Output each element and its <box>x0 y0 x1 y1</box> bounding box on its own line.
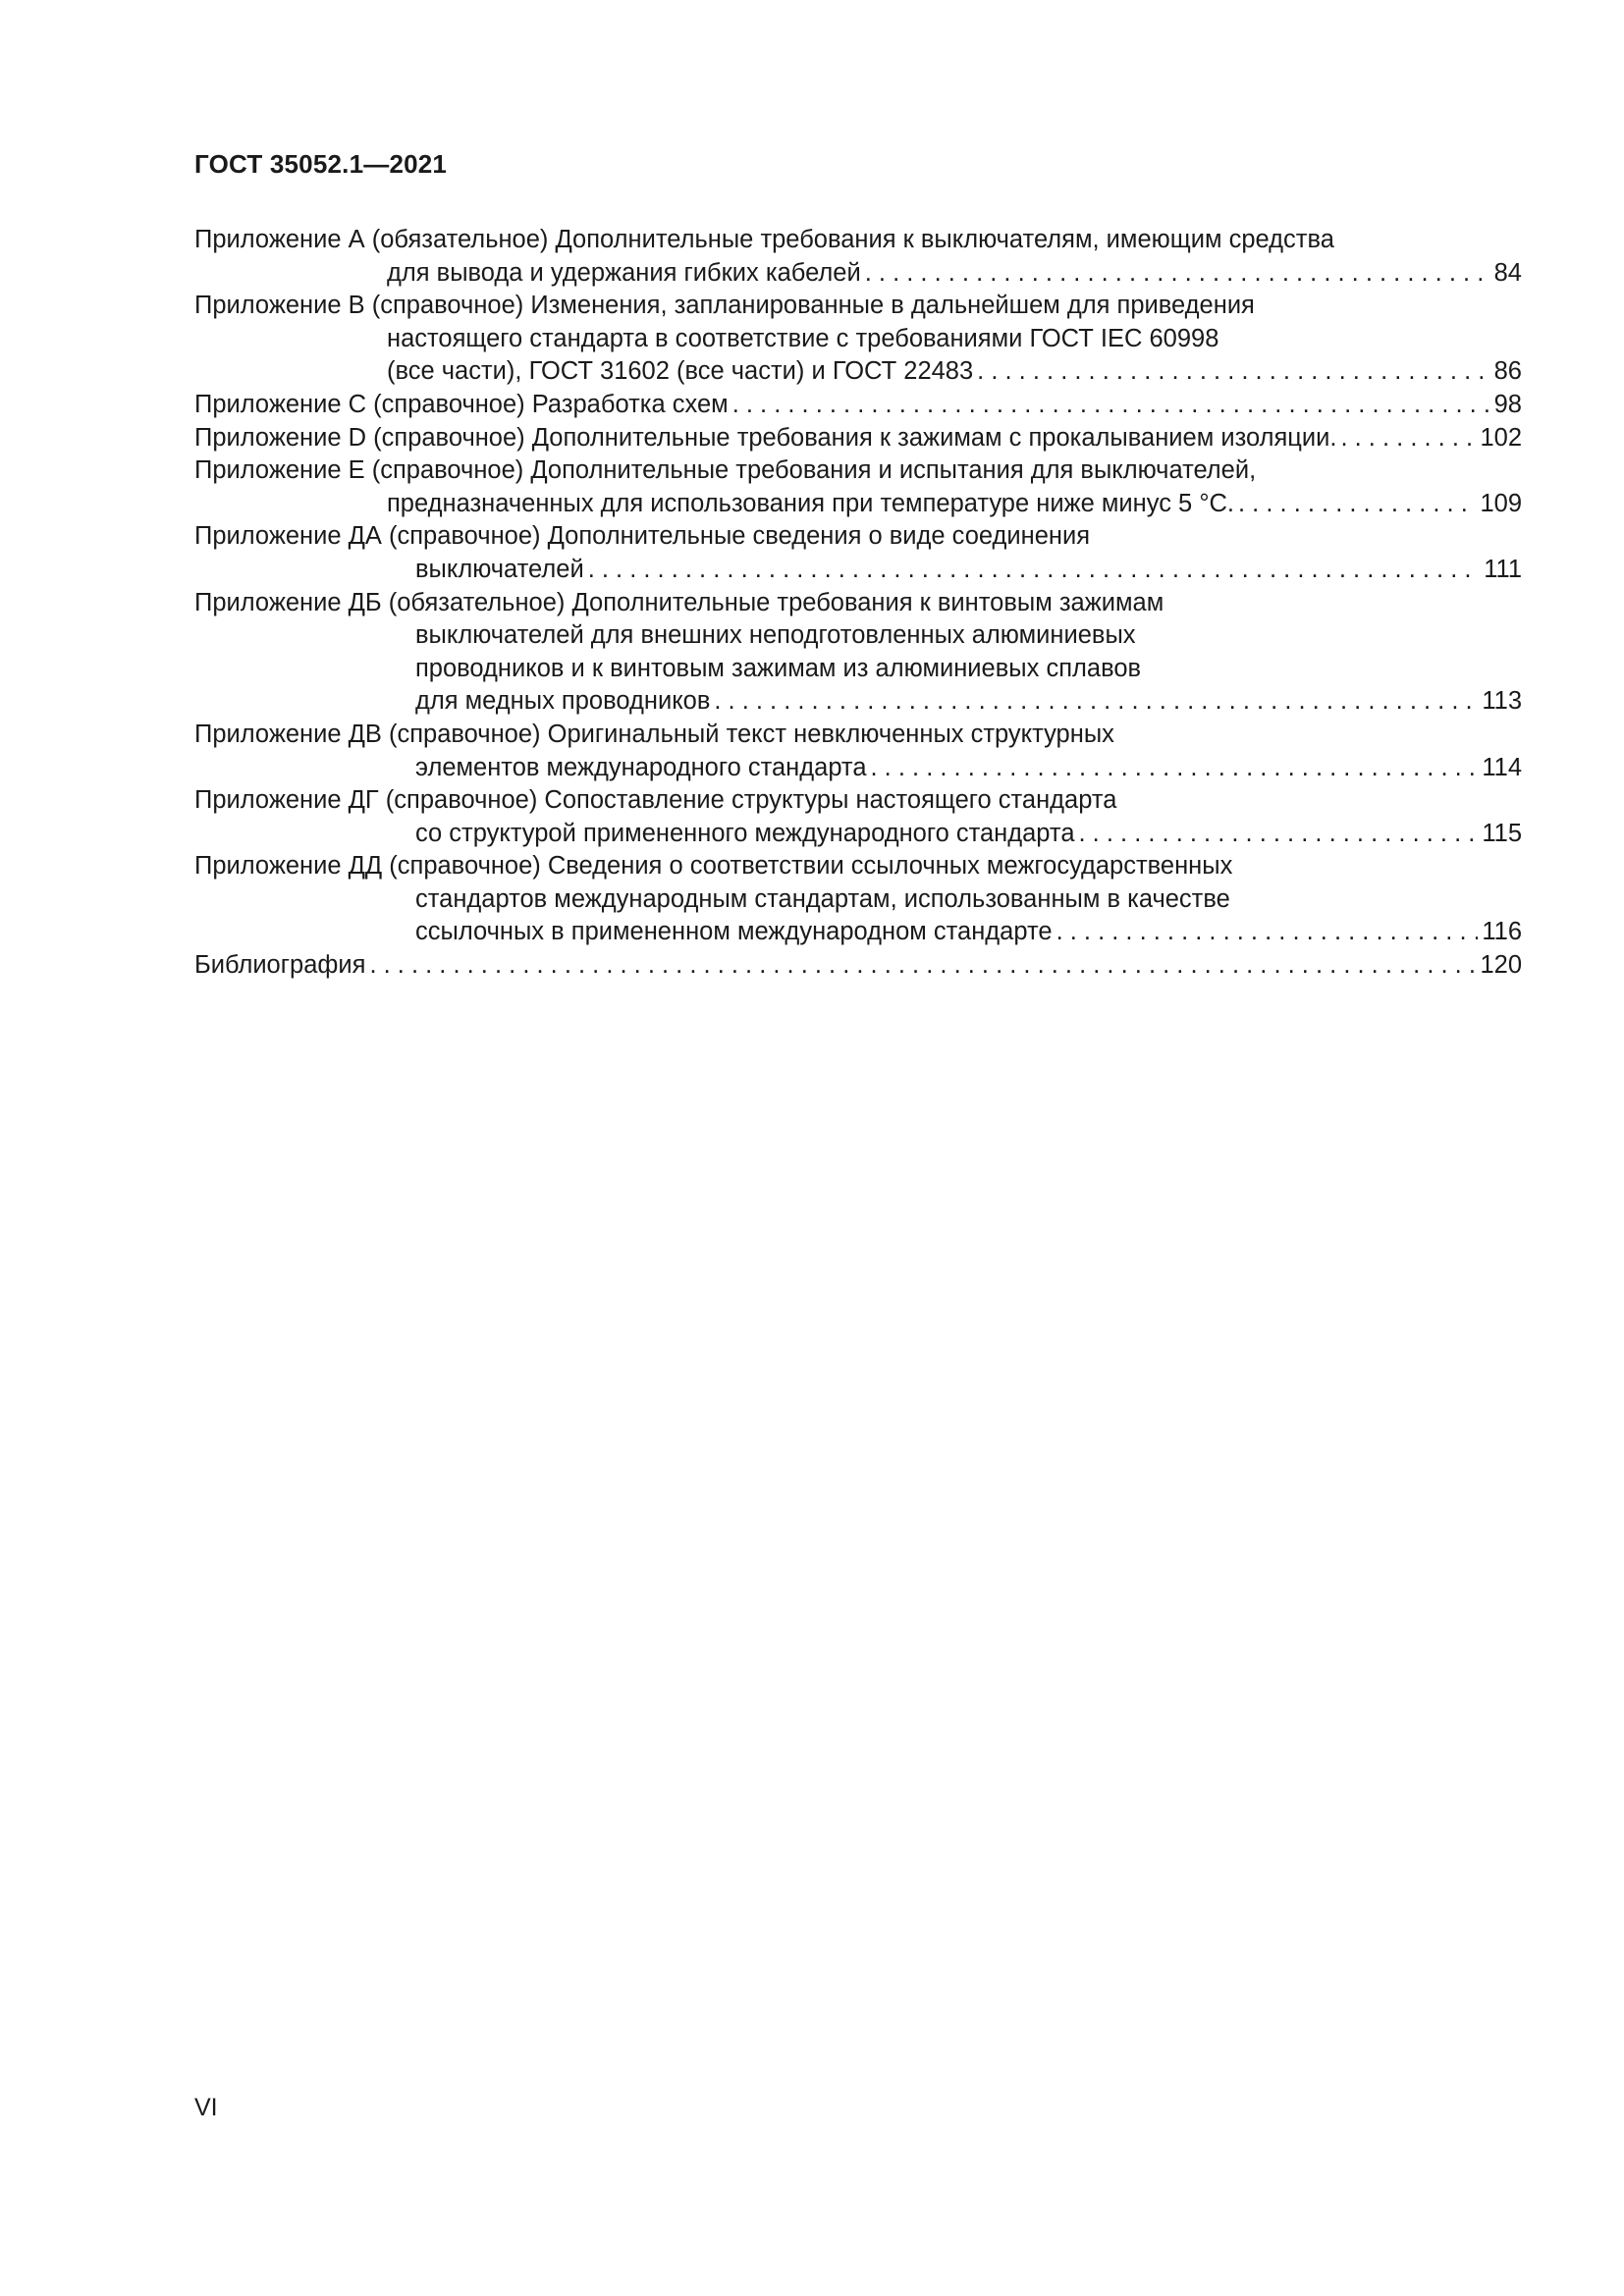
dot-leader <box>732 389 1490 422</box>
toc-entry-leader-line <box>194 389 1522 422</box>
toc-entry[interactable] <box>194 784 1522 850</box>
toc-entry-leader-line <box>194 752 1522 785</box>
toc-entry-continuation-line: стандартов международным стандартам, использованным в качестве <box>415 884 1230 913</box>
toc-entry-text: Приложение С (справочное) Разработка схем <box>194 390 729 418</box>
toc-entry-leader-line <box>194 554 1522 587</box>
toc-entry-text: для вывода и удержания гибких кабелей <box>387 258 861 287</box>
dot-leader <box>1340 422 1476 455</box>
toc-page-number: 98 <box>1493 390 1522 418</box>
toc-entry-leader-line <box>194 422 1522 455</box>
toc-entry[interactable] <box>194 224 1522 290</box>
toc-entry-text: для медных проводников <box>415 687 711 716</box>
toc-entry-leader-line <box>194 488 1522 521</box>
toc-entry-title-line: Приложение ДА (справочное) Дополнительные сведения о виде соединения <box>194 522 1091 551</box>
toc-entry[interactable] <box>194 719 1522 784</box>
toc-entry-title-line: Приложение Е (справочное) Дополнительные требования и испытания для выключателей, <box>194 456 1257 485</box>
toc-entry-text: предназначенных для использования при температуре ниже минус 5 °С. <box>387 489 1235 517</box>
toc-entry-text: Библиография <box>194 951 366 980</box>
toc-page-number: 116 <box>1482 918 1522 946</box>
toc-entry-leader-line <box>194 685 1522 719</box>
dot-leader <box>1079 818 1479 851</box>
toc-entry-title-line: Приложение ДД (справочное) Сведения о соответствии ссылочных межгосударственных <box>194 852 1233 881</box>
dot-leader <box>1238 488 1476 521</box>
toc-entry-leader-line <box>194 818 1522 851</box>
toc-entry-text: Приложение D (справочное) Дополнительные требования к зажимам с прокалыванием изоляции. <box>194 423 1337 452</box>
toc-entry-text: ссылочных в примененном международном стандарте <box>415 918 1053 946</box>
toc-page-number: 113 <box>1482 687 1522 716</box>
dot-leader <box>1056 916 1479 949</box>
toc-entry-leader-line <box>194 916 1522 949</box>
toc-page-number: 120 <box>1480 951 1522 980</box>
toc-page-number: 109 <box>1480 489 1522 517</box>
toc-entry-continuation-line: выключателей для внешних неподготовленных алюминиевых <box>415 621 1136 650</box>
toc-entry-title-line: Приложение ДГ (справочное) Сопоставление структуры настоящего стандарта <box>194 786 1117 815</box>
toc-entry-continuation-line: настоящего стандарта в соответствие с требованиями ГОСТ IEC 60998 <box>387 324 1219 352</box>
toc-page-number: 114 <box>1482 753 1522 781</box>
toc-entry-leader-line <box>194 949 1522 983</box>
toc-entry-leader-line <box>194 257 1522 291</box>
toc-entry[interactable] <box>194 520 1522 586</box>
toc-entry[interactable] <box>194 949 1522 983</box>
toc-entry-text: выключателей <box>415 555 584 583</box>
dot-leader <box>369 949 1476 983</box>
toc-page-number: 115 <box>1482 819 1522 847</box>
toc-entry[interactable] <box>194 389 1522 422</box>
document-id: ГОСТ 35052.1—2021 <box>194 149 448 179</box>
dot-leader <box>588 554 1481 587</box>
toc-page-number: 102 <box>1480 423 1522 452</box>
toc-entry-title-line: Приложение ДБ (обязательное) Дополнительные требования к винтовым зажимам <box>194 588 1164 616</box>
toc-page-number: 86 <box>1493 357 1522 386</box>
toc-entry[interactable] <box>194 850 1522 949</box>
page-number: VI <box>194 2094 218 2121</box>
toc-entry[interactable] <box>194 422 1522 455</box>
toc-entry[interactable] <box>194 454 1522 520</box>
toc-entry[interactable] <box>194 290 1522 389</box>
toc-page-number: 111 <box>1484 555 1522 583</box>
toc-entry-leader-line <box>194 355 1522 389</box>
dot-leader <box>865 257 1490 291</box>
dot-leader <box>977 355 1489 389</box>
toc-entry-text: со структурой примененного международного стандарта <box>415 819 1075 847</box>
dot-leader <box>714 685 1478 719</box>
toc-entry-title-line: Приложение ДВ (справочное) Оригинальный текст невключенных структурных <box>194 720 1114 748</box>
dot-leader <box>871 752 1479 785</box>
table-of-contents <box>194 224 1522 983</box>
toc-entry[interactable] <box>194 587 1522 719</box>
toc-entry-title-line: Приложение А (обязательное) Дополнительные требования к выключателям, имеющим средства <box>194 226 1334 253</box>
toc-entry-continuation-line: проводников и к винтовым зажимам из алюминиевых сплавов <box>415 654 1142 682</box>
toc-entry-title-line: Приложение В (справочное) Изменения, запланированные в дальнейшем для приведения <box>194 292 1255 320</box>
toc-entry-text: (все части), ГОСТ 31602 (все части) и ГОСТ 22483 <box>387 357 974 386</box>
toc-entry-text: элементов международного стандарта <box>415 753 867 781</box>
toc-page-number: 84 <box>1493 258 1522 287</box>
